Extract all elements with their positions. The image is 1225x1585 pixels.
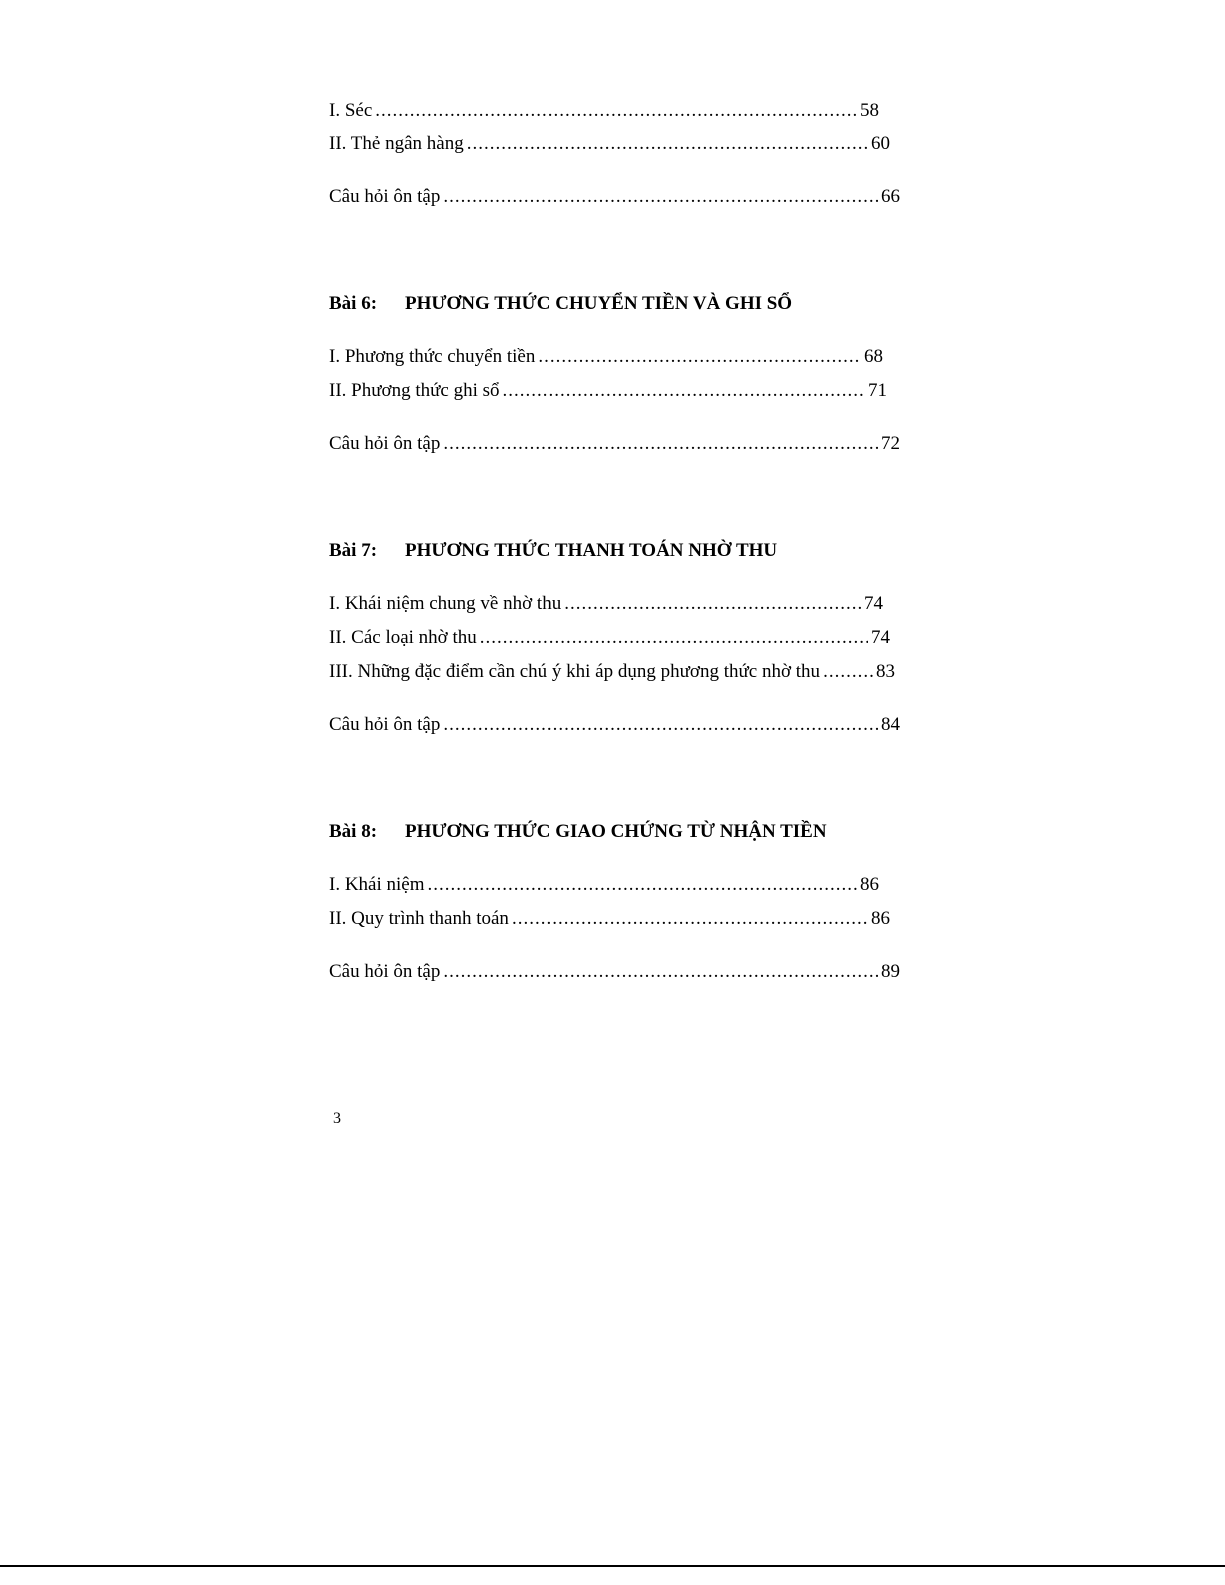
toc-entry-label: II. Thẻ ngân hàng bbox=[329, 133, 464, 154]
lesson-heading bbox=[329, 292, 792, 316]
toc-leader-dots bbox=[443, 713, 878, 737]
toc-entry-page: 89 bbox=[881, 961, 900, 982]
toc-entry bbox=[329, 345, 883, 369]
toc-leader-dots bbox=[823, 660, 873, 684]
toc-leader-dots bbox=[375, 99, 857, 123]
toc-entry-page: 72 bbox=[881, 433, 900, 454]
lesson-title: PHƯƠNG THỨC GIAO CHỨNG TỪ NHẬN TIỀN bbox=[405, 821, 827, 842]
lesson-number: Bài 8: bbox=[329, 821, 378, 842]
toc-entry-page: 71 bbox=[868, 380, 887, 401]
toc-leader-dots bbox=[428, 873, 857, 897]
toc-entry-label: Câu hỏi ôn tập bbox=[329, 186, 441, 207]
toc-entry bbox=[329, 99, 879, 123]
toc-entry bbox=[329, 907, 890, 931]
toc-entry bbox=[329, 960, 900, 984]
toc-leader-dots bbox=[503, 379, 866, 403]
toc-leader-dots bbox=[538, 345, 861, 369]
toc-entry-page: 66 bbox=[881, 186, 900, 207]
toc-entry-page: 86 bbox=[860, 874, 879, 895]
toc-leader-dots bbox=[443, 432, 878, 456]
lesson-title: PHƯƠNG THỨC THANH TOÁN NHỜ THU bbox=[405, 540, 778, 561]
toc-entry bbox=[329, 592, 883, 616]
toc-leader-dots bbox=[443, 960, 878, 984]
toc-entry-page: 74 bbox=[871, 627, 890, 648]
toc-leader-dots bbox=[480, 626, 868, 650]
toc-entry bbox=[329, 713, 900, 737]
lesson-heading bbox=[329, 539, 777, 563]
page-number: 3 bbox=[333, 1110, 341, 1127]
toc-entry bbox=[329, 379, 887, 403]
toc-entry-label: Câu hỏi ôn tập bbox=[329, 433, 441, 454]
toc-entry-label: II. Phương thức ghi sổ bbox=[329, 380, 500, 401]
toc-entry bbox=[329, 432, 900, 456]
toc-entry-label: II. Quy trình thanh toán bbox=[329, 908, 509, 929]
toc-leader-dots bbox=[564, 592, 861, 616]
toc-leader-dots bbox=[443, 185, 878, 209]
toc-entry-page: 74 bbox=[864, 593, 883, 614]
lesson-title: PHƯƠNG THỨC CHUYỂN TIỀN VÀ GHI SỔ bbox=[405, 293, 793, 314]
lesson-heading bbox=[329, 820, 827, 844]
toc-entry-page: 68 bbox=[864, 346, 883, 367]
toc-entry bbox=[329, 626, 890, 650]
toc-entry-page: 58 bbox=[860, 100, 879, 121]
toc-entry-page: 83 bbox=[876, 661, 895, 682]
toc-entry bbox=[329, 132, 890, 156]
toc-entry bbox=[329, 185, 900, 209]
toc-entry-page: 84 bbox=[881, 714, 900, 735]
toc-entry-label: I. Khái niệm chung về nhờ thu bbox=[329, 593, 562, 614]
toc-entry-label: III. Những đặc điểm cần chú ý khi áp dụng phương thức nhờ thu bbox=[329, 661, 821, 682]
toc-entry-label: I. Khái niệm bbox=[329, 874, 425, 895]
toc-entry-label: Câu hỏi ôn tập bbox=[329, 961, 441, 982]
lesson-number: Bài 6: bbox=[329, 293, 378, 314]
toc-entry-page: 60 bbox=[871, 133, 890, 154]
toc-entry-label: I. Séc bbox=[329, 100, 373, 121]
lesson-number: Bài 7: bbox=[329, 540, 378, 561]
toc-leader-dots bbox=[467, 132, 868, 156]
toc-entry-label: II. Các loại nhờ thu bbox=[329, 627, 477, 648]
toc-entry-label: I. Phương thức chuyển tiền bbox=[329, 346, 536, 367]
toc-leader-dots bbox=[512, 907, 868, 931]
toc-entry-label: Câu hỏi ôn tập bbox=[329, 714, 441, 735]
scan-bottom-edge bbox=[0, 1565, 1225, 1567]
toc-entry bbox=[329, 873, 879, 897]
toc-entry-page: 86 bbox=[871, 908, 890, 929]
toc-entry bbox=[329, 660, 895, 684]
